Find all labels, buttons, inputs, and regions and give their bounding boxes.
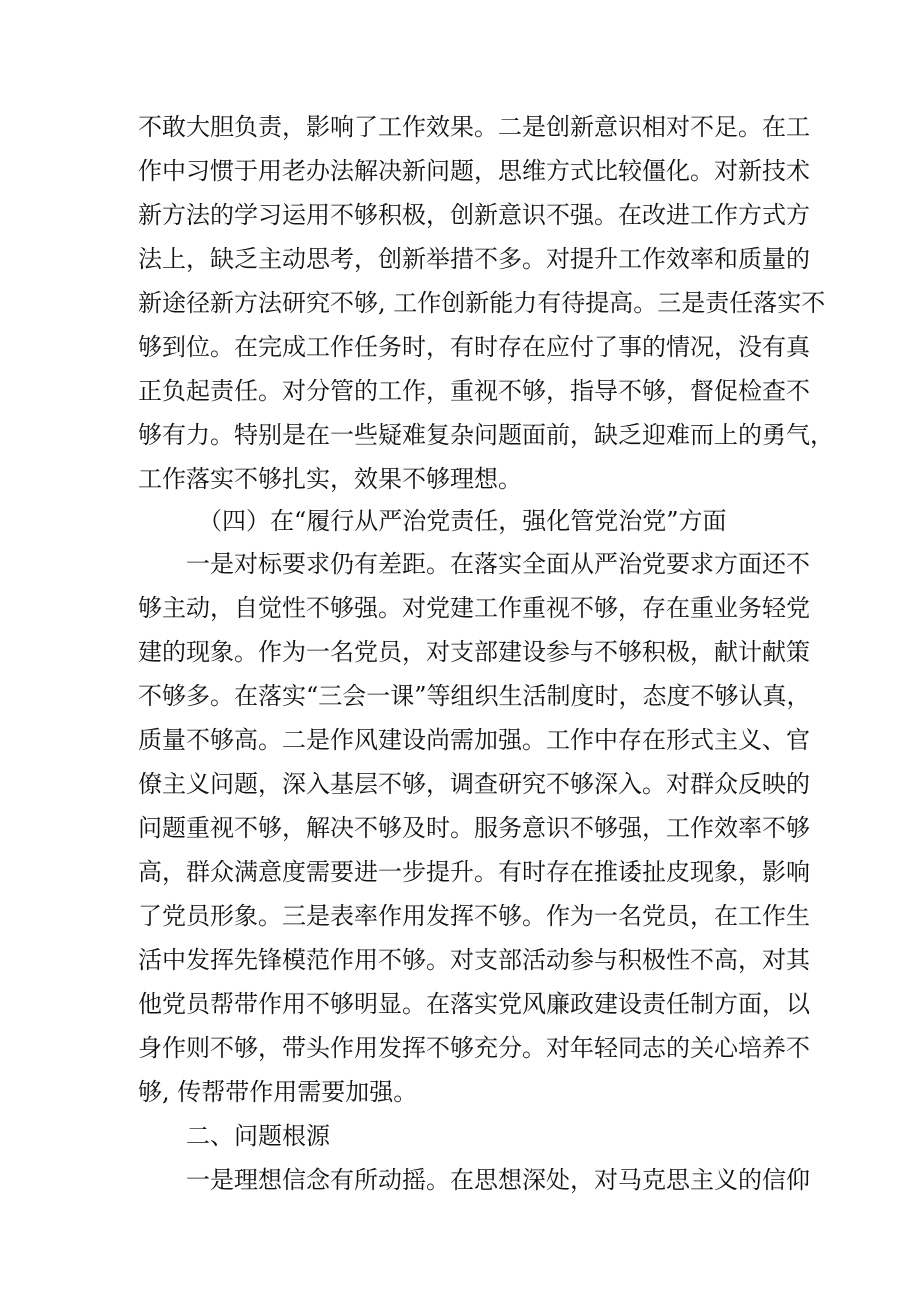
body-text-line: 新方法的学习运用不够积极，创新意识不强。在改进工作方式方 xyxy=(138,201,810,229)
body-text-line: 新途径新方法研究不够, 工作创新能力有待提高。三是责任落实不 xyxy=(138,289,826,317)
body-text-line: 他党员帮带作用不够明显。在落实党风廉政建设责任制方面，以 xyxy=(138,990,810,1018)
body-text-line: 活中发挥先锋模范作用不够。对支部活动参与积极性不高，对其 xyxy=(138,946,810,974)
paragraph-first-line: 一是对标要求仍有差距。在落实全面从严治党要求方面还不 xyxy=(186,550,810,578)
body-text-line: 够主动，自觉性不够强。对党建工作重视不够，存在重业务轻党 xyxy=(138,594,810,622)
section-heading: （四）在“履行从严治党责任，强化管党治党”方面 xyxy=(198,507,727,535)
body-text-line: 够, 传帮带作用需要加强。 xyxy=(138,1078,418,1106)
body-text-line: 作中习惯于用老办法解决新问题，思维方式比较僵化。对新技术 xyxy=(138,157,810,185)
body-text-line: 法上，缺乏主动思考，创新举措不多。对提升工作效率和质量的 xyxy=(138,245,810,273)
body-text-line: 够有力。特别是在一些疑难复杂问题面前，缺乏迎难而上的勇气， xyxy=(138,421,834,449)
body-text-line: 质量不够高。二是作风建设尚需加强。工作中存在形式主义、官 xyxy=(138,726,810,754)
body-text-line: 了党员形象。三是表率作用发挥不够。作为一名党员，在工作生 xyxy=(138,902,810,930)
body-text-line: 僚主义问题，深入基层不够，调查研究不够深入。对群众反映的 xyxy=(138,770,810,798)
body-text-line: 问题重视不够，解决不够及时。服务意识不够强，工作效率不够 xyxy=(138,814,810,842)
body-text-line: 正负起责任。对分管的工作，重视不够，指导不够，督促检查不 xyxy=(138,377,810,405)
body-text-line: 工作落实不够扎实，效果不够理想。 xyxy=(138,465,522,493)
body-text-line: 不够多。在落实“三会一课”等组织生活制度时，态度不够认真， xyxy=(138,682,811,710)
body-text-line: 高，群众满意度需要进一步提升。有时存在推诿扯皮现象，影响 xyxy=(138,858,810,886)
paragraph-first-line: 一是理想信念有所动摇。在思想深处，对马克思主义的信仰 xyxy=(186,1166,810,1194)
body-text-line: 够到位。在完成工作任务时，有时存在应付了事的情况，没有真 xyxy=(138,333,810,361)
body-text-line: 建的现象。作为一名党员，对支部建设参与不够积极，献计献策 xyxy=(138,638,810,666)
section-heading: 二、问题根源 xyxy=(186,1122,330,1150)
body-text-line: 不敢大胆负责，影响了工作效果。二是创新意识相对不足。在工 xyxy=(138,113,810,141)
body-text-line: 身作则不够，带头作用发挥不够充分。对年轻同志的关心培养不 xyxy=(138,1034,810,1062)
